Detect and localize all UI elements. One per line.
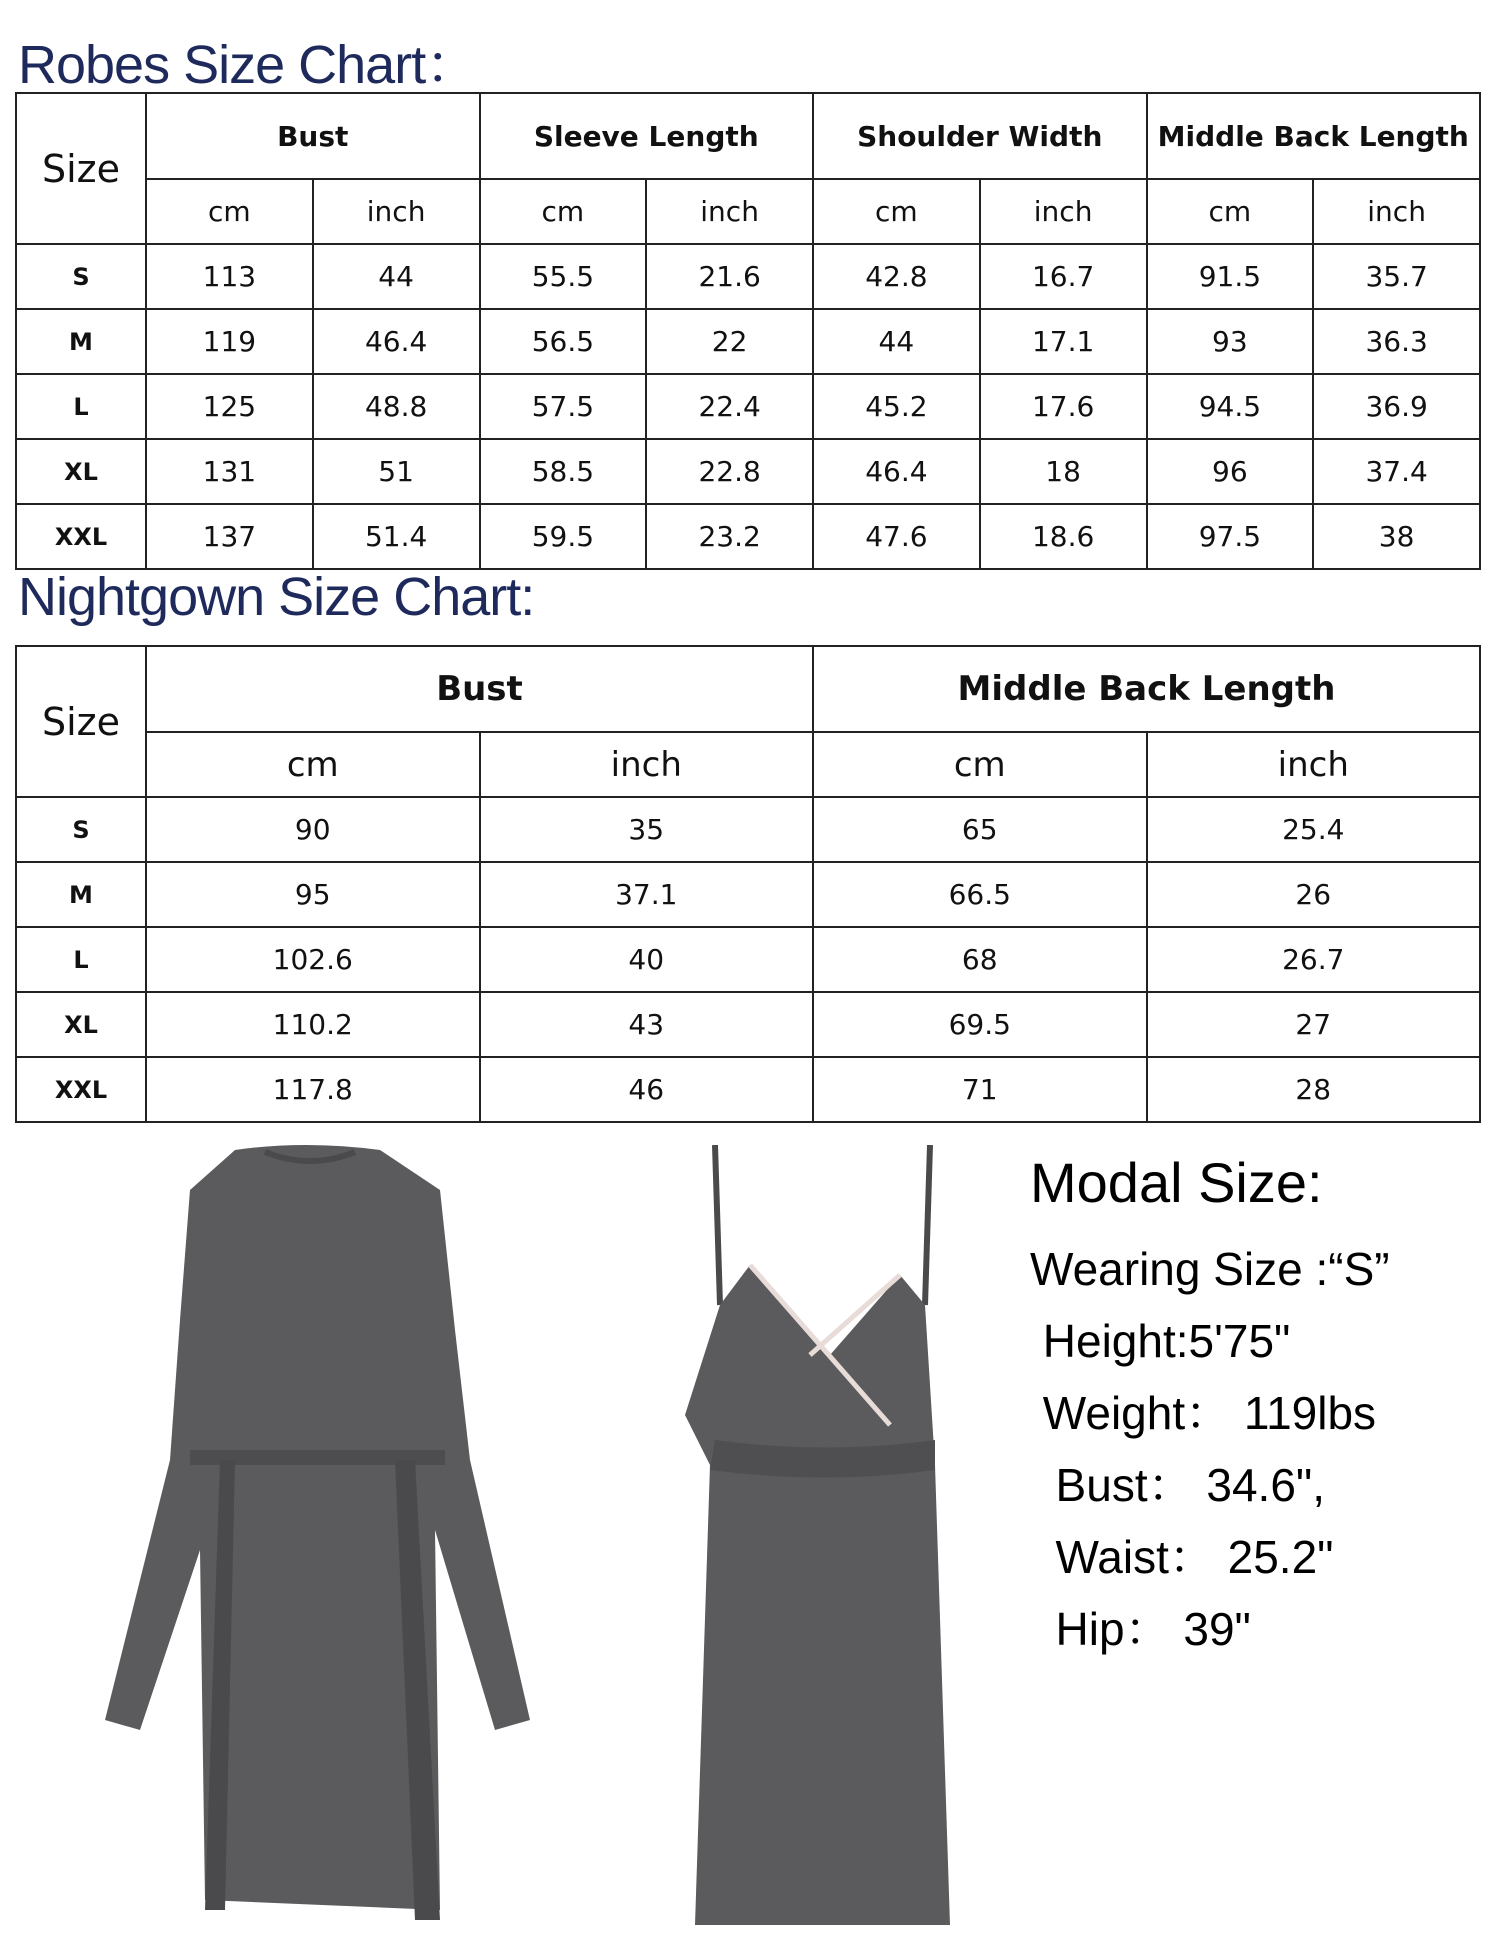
value-cell: 37.4 (1313, 439, 1480, 504)
value-cell: 97.5 (1147, 504, 1314, 569)
value-cell: 68 (813, 927, 1147, 992)
size-cell: L (16, 374, 146, 439)
table-row (16, 504, 1480, 569)
unit-header: cm (146, 732, 480, 797)
value-cell: 117.8 (146, 1057, 480, 1122)
value-cell: 131 (146, 439, 313, 504)
table-row (16, 1057, 1480, 1122)
column-group-header: Shoulder Width (813, 93, 1147, 179)
value-cell: 59.5 (480, 504, 647, 569)
value-cell: 36.9 (1313, 374, 1480, 439)
value-cell: 28 (1147, 1057, 1481, 1122)
nightgown-size-table (15, 645, 1481, 1123)
table-row (16, 439, 1480, 504)
value-cell: 119 (146, 309, 313, 374)
model-line: Bust： 34.6", (1030, 1459, 1326, 1511)
value-cell: 46 (480, 1057, 814, 1122)
model-line: Weight： 119lbs (1030, 1387, 1377, 1439)
column-group-header: Sleeve Length (480, 93, 814, 179)
model-line: Waist： 25.2" (1030, 1531, 1334, 1583)
table-row (16, 244, 1480, 309)
value-cell: 43 (480, 992, 814, 1057)
unit-header: cm (480, 179, 647, 244)
table-row (16, 797, 1480, 862)
value-cell: 102.6 (146, 927, 480, 992)
value-cell: 93 (1147, 309, 1314, 374)
value-cell: 113 (146, 244, 313, 309)
value-cell: 25.4 (1147, 797, 1481, 862)
value-cell: 35.7 (1313, 244, 1480, 309)
value-cell: 51 (313, 439, 480, 504)
model-line: Hip： 39" (1030, 1603, 1251, 1655)
value-cell: 22.8 (646, 439, 813, 504)
unit-header: inch (1313, 179, 1480, 244)
size-cell: S (16, 244, 146, 309)
unit-header: inch (313, 179, 480, 244)
unit-header: inch (646, 179, 813, 244)
table-row (16, 992, 1480, 1057)
value-cell: 35 (480, 797, 814, 862)
value-cell: 110.2 (146, 992, 480, 1057)
value-cell: 26 (1147, 862, 1481, 927)
value-cell: 137 (146, 504, 313, 569)
value-cell: 125 (146, 374, 313, 439)
column-group-header: Bust (146, 646, 813, 732)
size-cell: M (16, 309, 146, 374)
value-cell: 37.1 (480, 862, 814, 927)
value-cell: 71 (813, 1057, 1147, 1122)
column-group-header: Bust (146, 93, 480, 179)
robes-size-table (15, 92, 1481, 570)
nightgown-image (680, 1145, 970, 1925)
value-cell: 47.6 (813, 504, 980, 569)
table-row (16, 862, 1480, 927)
value-cell: 27 (1147, 992, 1481, 1057)
value-cell: 17.6 (980, 374, 1147, 439)
unit-header: cm (1147, 179, 1314, 244)
value-cell: 18.6 (980, 504, 1147, 569)
size-cell: XXL (16, 1057, 146, 1122)
model-line: Height:5'75" (1030, 1315, 1291, 1367)
size-cell: XL (16, 992, 146, 1057)
column-group-header: Middle Back Length (813, 646, 1480, 732)
size-cell: XL (16, 439, 146, 504)
value-cell: 45.2 (813, 374, 980, 439)
value-cell: 96 (1147, 439, 1314, 504)
value-cell: 42.8 (813, 244, 980, 309)
value-cell: 23.2 (646, 504, 813, 569)
value-cell: 55.5 (480, 244, 647, 309)
value-cell: 51.4 (313, 504, 480, 569)
value-cell: 18 (980, 439, 1147, 504)
value-cell: 91.5 (1147, 244, 1314, 309)
value-cell: 69.5 (813, 992, 1147, 1057)
size-cell: XXL (16, 504, 146, 569)
value-cell: 44 (313, 244, 480, 309)
table-row (16, 927, 1480, 992)
model-heading: Modal Size: (1030, 1151, 1323, 1214)
value-cell: 17.1 (980, 309, 1147, 374)
size-header: Size (16, 646, 146, 797)
value-cell: 46.4 (813, 439, 980, 504)
value-cell: 22.4 (646, 374, 813, 439)
column-group-header: Middle Back Length (1147, 93, 1481, 179)
unit-header: inch (1147, 732, 1481, 797)
value-cell: 16.7 (980, 244, 1147, 309)
value-cell: 66.5 (813, 862, 1147, 927)
value-cell: 40 (480, 927, 814, 992)
value-cell: 58.5 (480, 439, 647, 504)
unit-header: cm (146, 179, 313, 244)
size-cell: L (16, 927, 146, 992)
model-size-info (1030, 1150, 1390, 1665)
unit-header: cm (813, 732, 1147, 797)
value-cell: 21.6 (646, 244, 813, 309)
value-cell: 36.3 (1313, 309, 1480, 374)
value-cell: 22 (646, 309, 813, 374)
value-cell: 26.7 (1147, 927, 1481, 992)
robes-title: Robes Size Chart： (18, 35, 479, 95)
value-cell: 44 (813, 309, 980, 374)
value-cell: 90 (146, 797, 480, 862)
model-line: Wearing Size :“S” (1030, 1243, 1390, 1295)
unit-header: inch (480, 732, 814, 797)
unit-header: cm (813, 179, 980, 244)
value-cell: 57.5 (480, 374, 647, 439)
unit-header: inch (980, 179, 1147, 244)
value-cell: 46.4 (313, 309, 480, 374)
value-cell: 38 (1313, 504, 1480, 569)
size-cell: S (16, 797, 146, 862)
value-cell: 65 (813, 797, 1147, 862)
value-cell: 95 (146, 862, 480, 927)
value-cell: 94.5 (1147, 374, 1314, 439)
robe-image (95, 1130, 545, 1930)
value-cell: 48.8 (313, 374, 480, 439)
table-row (16, 374, 1480, 439)
table-row (16, 309, 1480, 374)
size-header: Size (16, 93, 146, 244)
value-cell: 56.5 (480, 309, 647, 374)
size-cell: M (16, 862, 146, 927)
nightgown-title: Nightgown Size Chart: (18, 567, 535, 627)
